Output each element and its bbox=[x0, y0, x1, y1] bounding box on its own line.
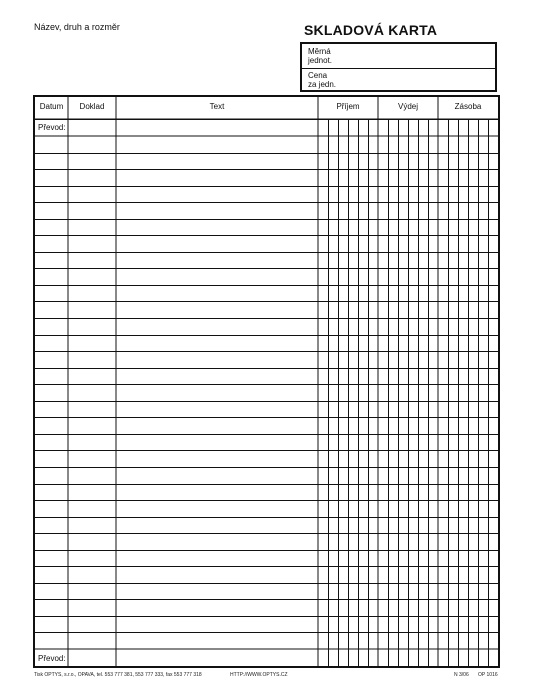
col-header-prijem: Příjem bbox=[336, 102, 360, 111]
box-divider bbox=[302, 68, 495, 69]
unit-label-line2: jednot. bbox=[308, 56, 333, 65]
col-header-vydej: Výdej bbox=[397, 102, 418, 111]
price-label-line2: za jedn. bbox=[308, 80, 337, 89]
carry-out-label: Převod: bbox=[38, 654, 66, 663]
unit-label bbox=[308, 47, 332, 65]
price-label bbox=[308, 71, 336, 89]
form-code-1: N 3/06 bbox=[454, 672, 469, 678]
col-header-datum: Datum bbox=[39, 102, 64, 111]
ledger-table bbox=[33, 95, 500, 668]
ledger-grid-lines bbox=[35, 97, 498, 666]
price-label-line1: Cena bbox=[308, 71, 328, 80]
form-title: SKLADOVÁ KARTA bbox=[304, 22, 438, 38]
website-url: HTTP://WWW.OPTYS.CZ bbox=[230, 672, 288, 678]
item-name-label: Název, druh a rozměr bbox=[34, 22, 120, 32]
col-header-doklad: Doklad bbox=[79, 102, 105, 111]
unit-label-line1: Měrná bbox=[308, 47, 331, 56]
printer-info: Tisk OPTYS, s.r.o., OPAVA, tel. 553 777 381, 553 777 333, fax 553 777 318 bbox=[34, 672, 202, 678]
form-code-2: OP 1016 bbox=[478, 672, 498, 678]
carry-in-label: Převod: bbox=[38, 123, 66, 132]
unit-price-box bbox=[300, 42, 497, 92]
col-header-text: Text bbox=[209, 102, 225, 111]
col-header-zasoba: Zásoba bbox=[454, 102, 482, 111]
